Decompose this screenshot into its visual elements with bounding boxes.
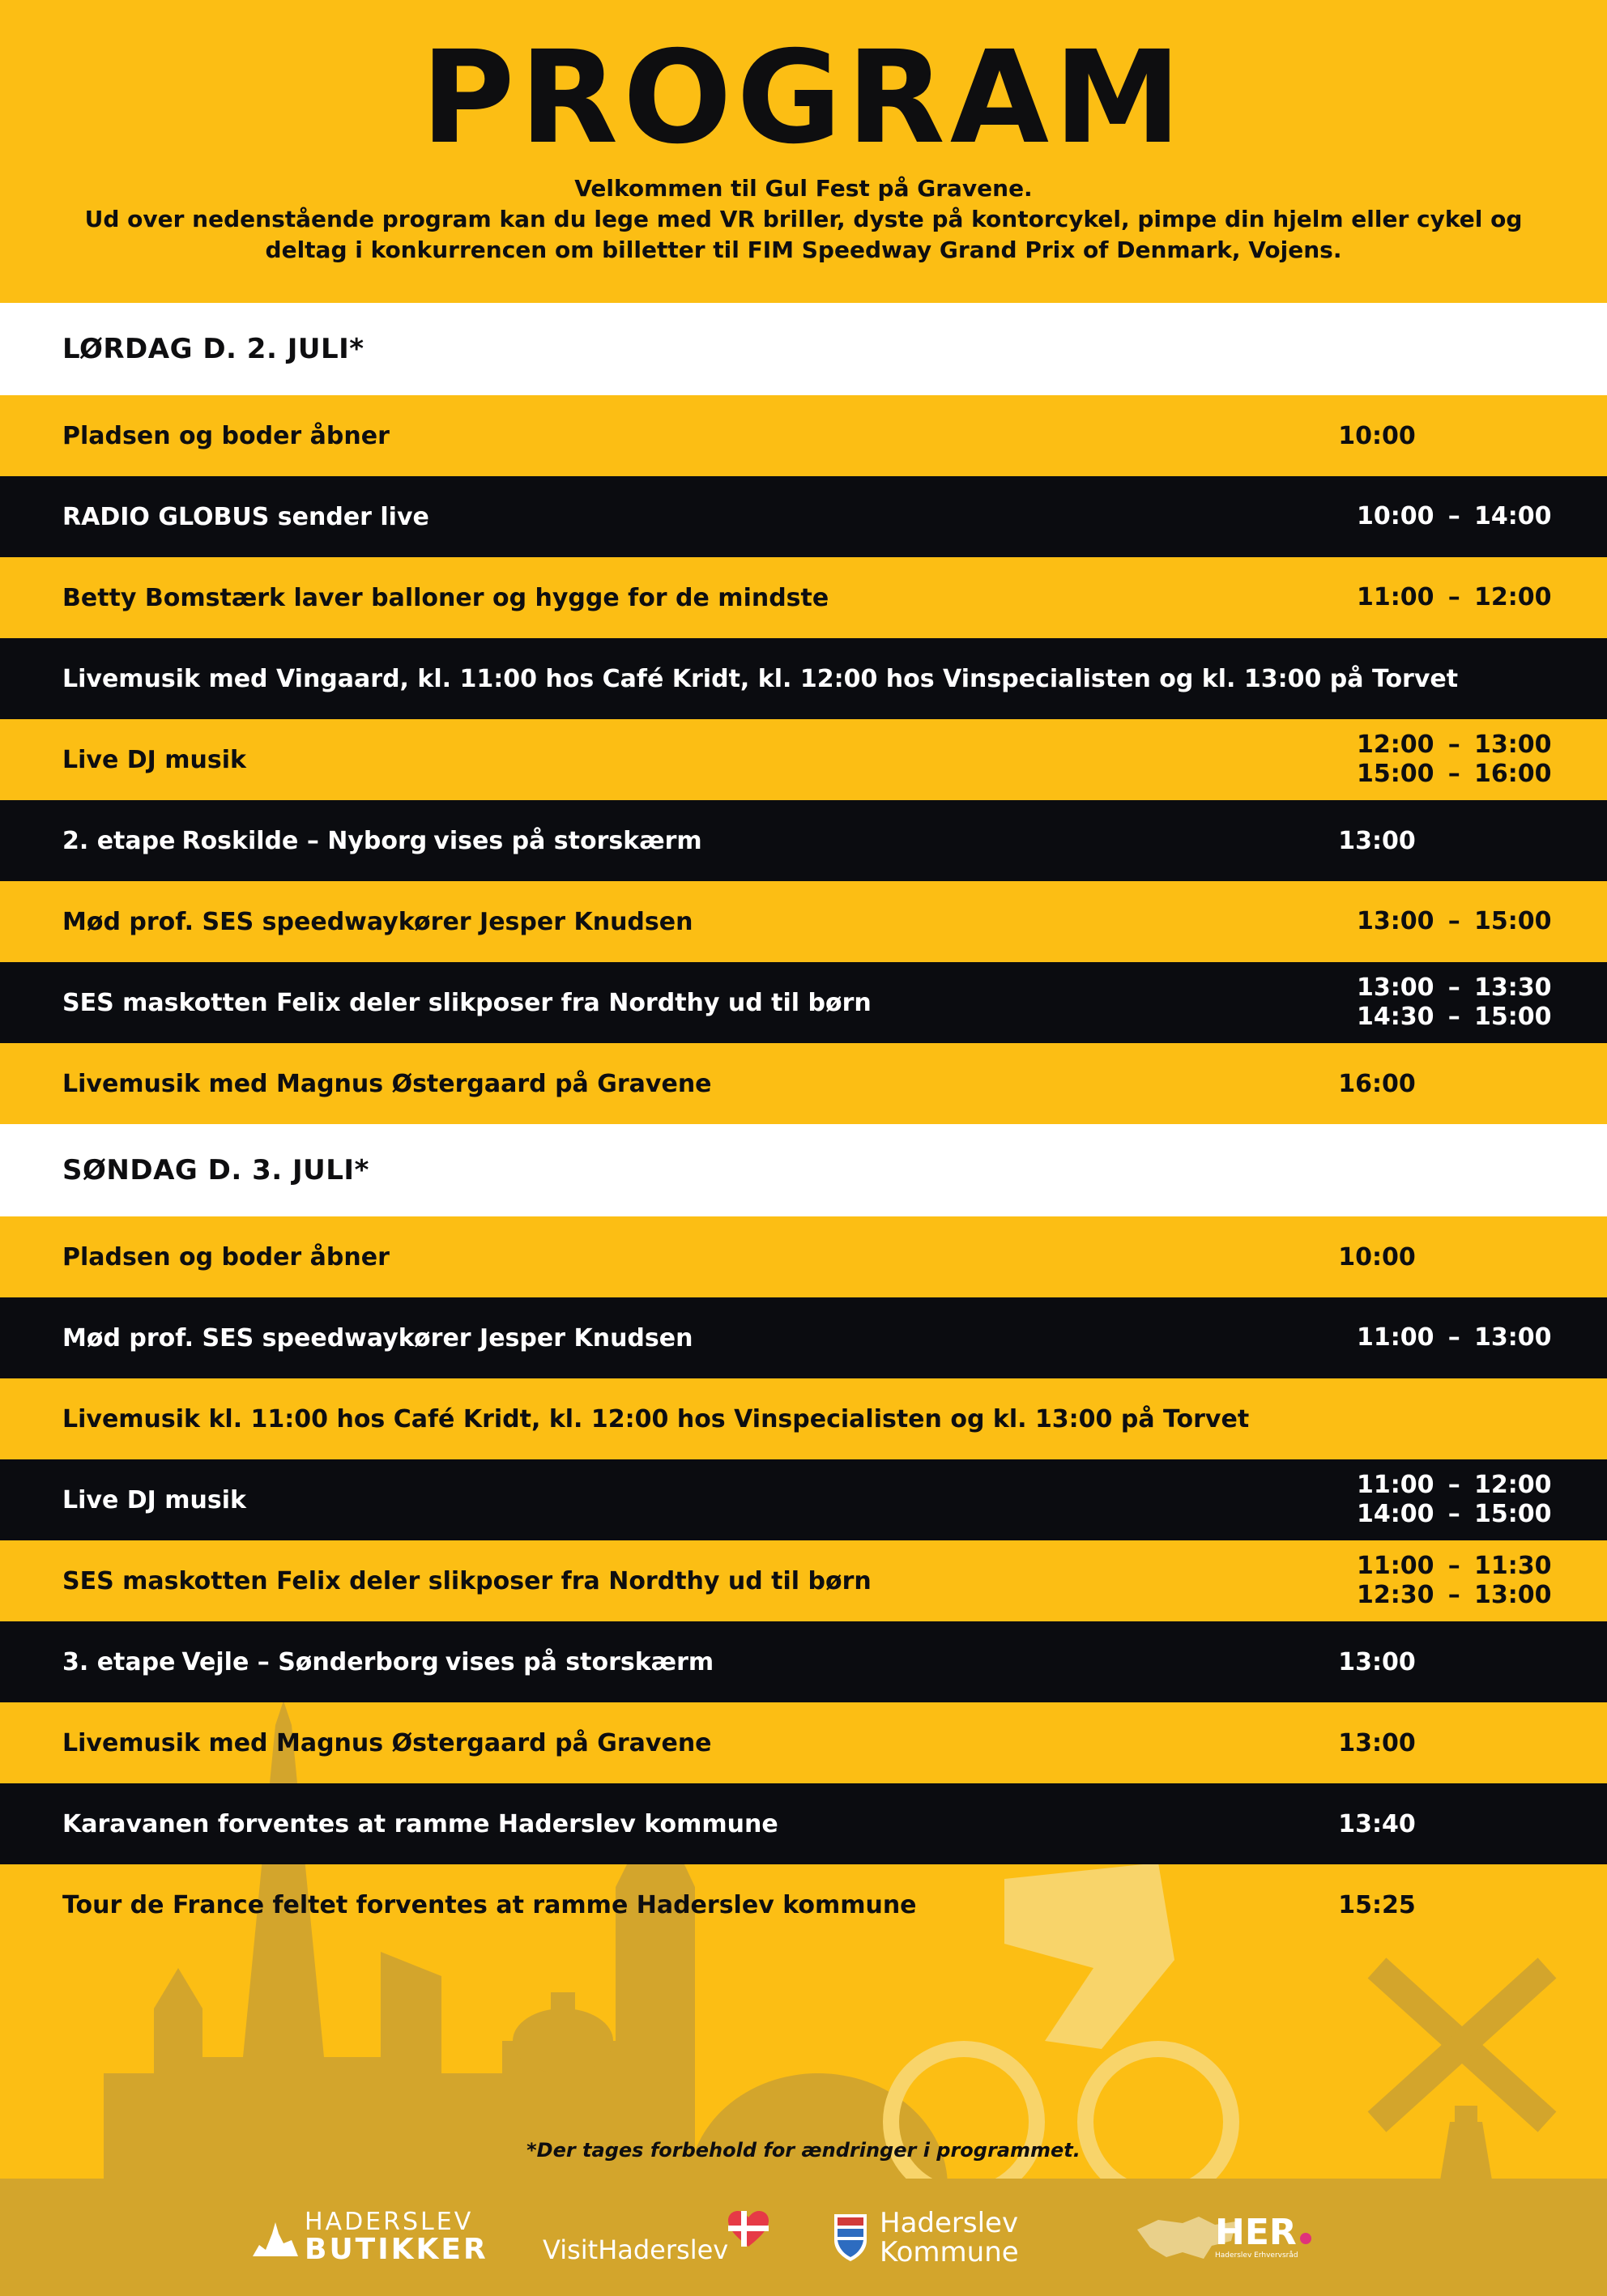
event-label: Mød prof. SES speedwaykører Jesper Knudsen [62,907,693,936]
event-time: 13:00 – 13:30 14:30 – 15:00 [1357,973,1552,1031]
butikker-bottom: BUTIKKER [305,2232,488,2266]
event-time: 13:00 – 15:00 [1357,907,1552,935]
table-row [0,800,1607,881]
table-row [0,1459,1607,1540]
event-time: 10:00 [1338,1242,1416,1272]
event-label: Pladsen og boder åbner [62,421,390,450]
event-time: 16:00 [1338,1069,1416,1098]
intro-line-2: Ud over nedenstående program kan du lege med VR briller, dyste på kontorcykel, pimpe din hjelm eller cykel og [84,206,1523,232]
event-label: SES maskotten Felix deler slikposer fra Nordthy ud til børn [62,1566,872,1595]
event-time: 10:00 [1338,421,1416,450]
event-label: Betty Bomstærk laver balloner og hygge for de mindste [62,583,829,612]
event-label: Livemusik kl. 11:00 hos Café Kridt, kl. 12:00 hos Vinspecialisten og kl. 13:00 på Torvet [62,1404,1250,1433]
day-header-saturday [0,303,1607,395]
event-label: Tour de France feltet forventes at ramme Haderslev kommune [62,1890,917,1919]
event-label: Karavanen forventes at ramme Haderslev kommune [62,1809,778,1838]
event-time: 13:00 [1338,1728,1416,1757]
her-logo [1134,2179,1311,2296]
event-label: Mød prof. SES speedwaykører Jesper Knudsen [62,1323,693,1352]
event-label: 2. etape Roskilde – Nyborg vises på storskærm [62,826,702,855]
table-row [0,719,1607,800]
event-label: RADIO GLOBUS sender live [62,502,429,531]
town-icon [251,2217,300,2258]
heart-flag-icon [728,2211,769,2248]
her-subtitle: Haderslev Erhvervsråd [1215,2251,1298,2260]
footnote: *Der tages forbehold for ændringer i programmet. [526,2139,1081,2162]
event-time: 12:00 – 13:00 15:00 – 16:00 [1357,731,1552,788]
table-row [0,1864,1607,1945]
event-label: Live DJ musik [62,1485,246,1514]
event-time: 11:00 – 13:00 [1357,1323,1552,1352]
table-row [0,1702,1607,1783]
butikker-top: HADERSLEV [305,2207,474,2236]
program-list [0,303,1607,1945]
table-row [0,476,1607,557]
coat-of-arms-icon [833,2213,868,2263]
haderslev-kommune-logo [833,2179,1019,2296]
event-label: Live DJ musik [62,745,246,774]
table-row [0,1540,1607,1621]
event-time: 13:00 [1338,1647,1416,1676]
table-row [0,1043,1607,1124]
event-label: Livemusik med Vingaard, kl. 11:00 hos Café Kridt, kl. 12:00 hos Vinspecialisten og kl. 13:00 på Torvet [62,664,1459,693]
event-time: 13:40 [1338,1809,1416,1838]
day-title: LØRDAG D. 2. JULI* [62,333,364,365]
day-header-sunday [0,1124,1607,1216]
page-title: PROGRAM [420,23,1187,173]
footer-logos [0,2179,1607,2296]
table-row [0,638,1607,719]
event-time: 11:00 – 12:00 14:00 – 15:00 [1357,1471,1552,1528]
event-time: 13:00 [1338,826,1416,855]
table-row [0,1378,1607,1459]
her-dot-icon [1300,2233,1311,2244]
event-label: SES maskotten Felix deler slikposer fra Nordthy ud til børn [62,988,872,1017]
day-title: SØNDAG D. 3. JULI* [62,1154,369,1186]
event-time: 11:00 – 11:30 12:30 – 13:00 [1357,1552,1552,1609]
table-row [0,557,1607,638]
event-label: Livemusik med Magnus Østergaard på Gravene [62,1069,712,1098]
table-row [0,1783,1607,1864]
table-row [0,395,1607,476]
event-time: 11:00 – 12:00 [1357,583,1552,611]
table-row [0,1621,1607,1702]
kommune-top: Haderslev [880,2206,1019,2239]
table-row [0,962,1607,1043]
table-row [0,1216,1607,1297]
her-text: HER [1215,2211,1297,2253]
kommune-bottom: Kommune [880,2235,1019,2268]
table-row [0,1297,1607,1378]
event-label: Livemusik med Magnus Østergaard på Gravene [62,1728,712,1757]
event-label: Pladsen og boder åbner [62,1242,390,1272]
intro-line-1: Velkommen til Gul Fest på Gravene. [574,175,1033,202]
intro-text [0,173,1607,266]
visit-haderslev-logo [543,2179,769,2296]
event-label: 3. etape Vejle – Sønderborg vises på storskærm [62,1647,714,1676]
intro-line-3: deltag i konkurrencen om billetter til FIM Speedway Grand Prix of Denmark, Vojens. [265,236,1342,263]
visit-text: VisitHaderslev [543,2234,729,2265]
event-time: 10:00 – 14:00 [1357,502,1552,530]
table-row [0,881,1607,962]
header [0,0,1607,303]
event-time: 15:25 [1338,1890,1416,1919]
haderslev-butikker-logo [251,2179,488,2296]
